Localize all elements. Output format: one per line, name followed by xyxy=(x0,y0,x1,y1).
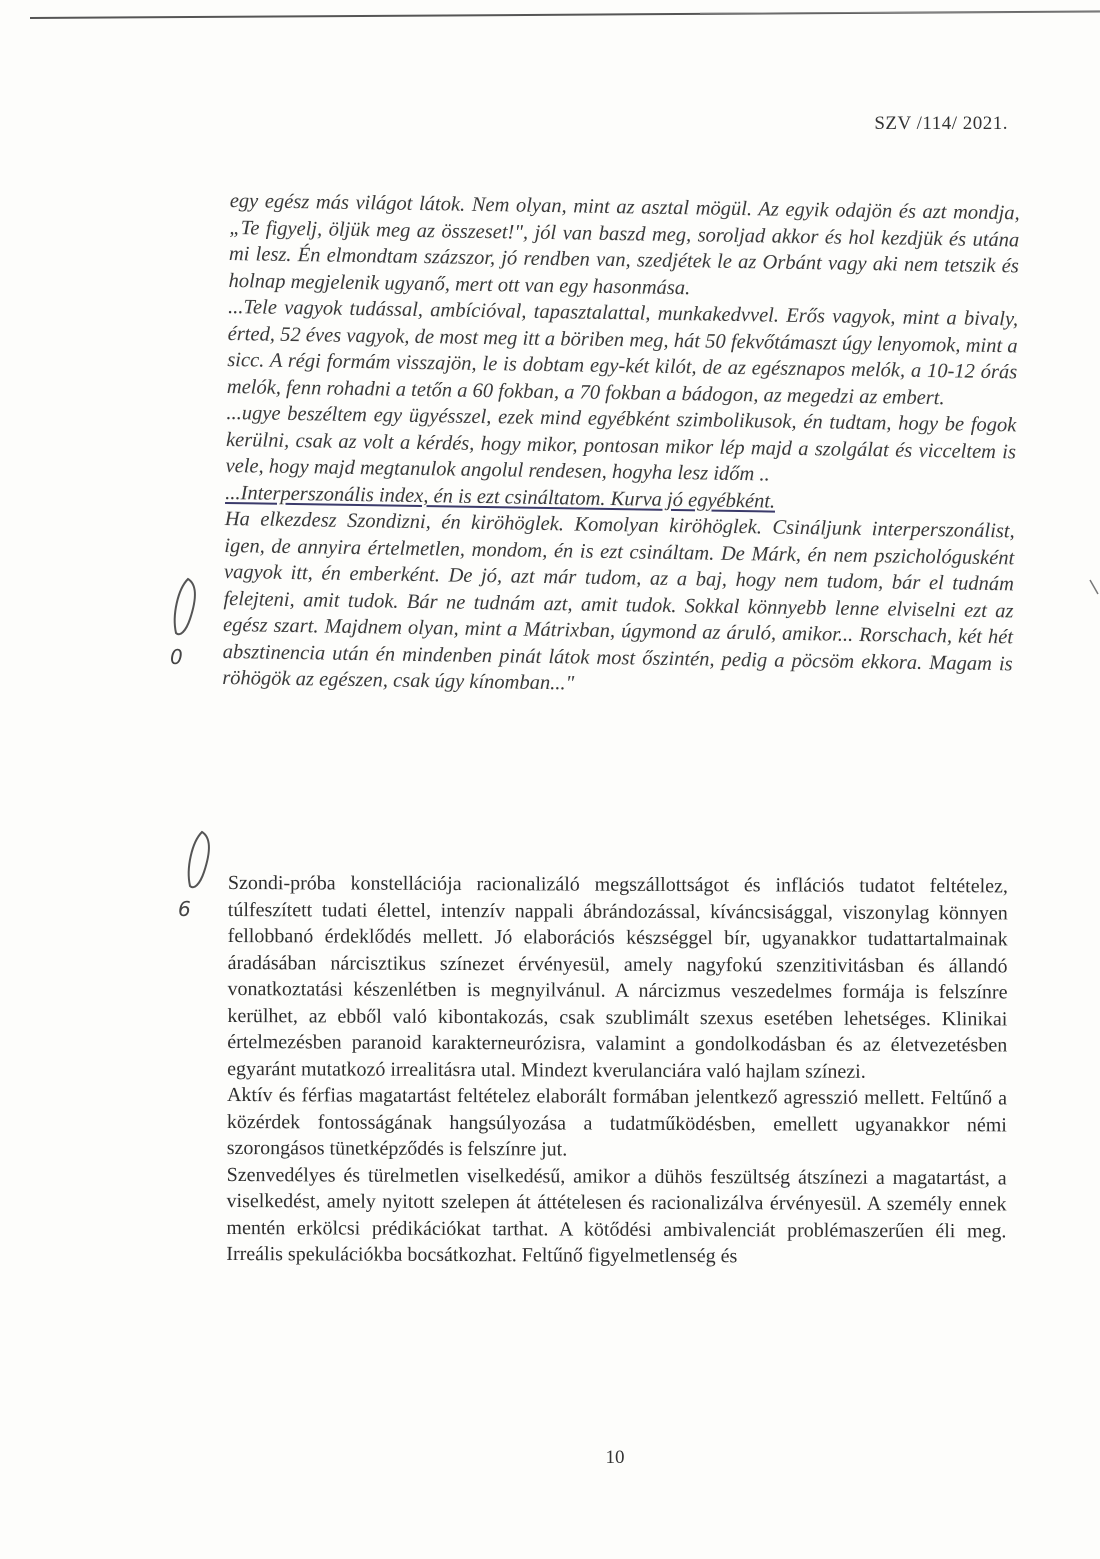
right-edge-tick xyxy=(1088,578,1100,598)
page-number: 10 xyxy=(605,1447,625,1468)
handwritten-slash-mark-1 xyxy=(168,575,204,640)
margin-note-second: 6 xyxy=(178,897,191,921)
quote-paragraph: egy egész más világot látok. Nem olyan, mint az asztal mögül. Az egyik odajön és azt mondja, „Te figyelj, öljük meg az összeset!", jól van baszd meg, soroljad akkor és hol kezdjük és utána mi lesz. Én elmondtam százszor, jó rendben van, szedjétek le az Orbánt vagy aki nem tetszik és holnap megjelenik ugyanő, mert ott van egy hasonmása. xyxy=(228,189,1020,299)
assessment-text xyxy=(226,870,1008,1271)
body-paragraph: Szenvedélyes és türelmetlen viselkedésű, amikor a dühös feszültség átszínezi a magatartást, a viselkedést, amely nyitott szelepen át áttételesen és racionalizálva érvényesül. A személy ennek mentén erkölcsi prédikációkat tarthat. A kötődési ambivalenciát problémaszerűen éli meg. Irreális spekulációkba bocsátkozhat. Feltűnő figyelmetlenség és xyxy=(226,1163,1007,1268)
quote-paragraph: Ha elkezdesz Szondizni, én kiröhöglek. Komolyan kiröhöglek. Csináljunk interperszonálist, igen, de annyira értelmetlen, mondom, én is ezt csináltam. De Márk, én nem pszichológusként vagyok itt, én emberként. De jó, azt már tudom, az a baj, hogy nem tudom, bár el tudnám felejteni, amit tudok. Bár ne tudnám azt, amit tudok. Sokkal könnyebb lenne elviselni ezt az egész szart. Majdnem olyan, mint a Mátrixban, úgymond az áruló, amikor... Rorschach, két hét absztinencia után én mindenben pinát látok most őszintén, pedig a pöcsöm ekkora. Magam is röhögök az egészen, csak úgy kínomban..." xyxy=(222,507,1015,695)
handwritten-slash-mark-2 xyxy=(180,828,216,893)
body-paragraph: Szondi-próba konstellációja racionalizáló megszállottságot és inflációs tudatot feltételez, túlfeszített tudati élettel, intenzív nappali ábrándozással, kíváncsisággal, viszonylag könnyen fellobbanó érdeklődés mellett. Jó elaborációs készséggel bír, ugyanakkor tudattartalmainak áradásában nárcisztikus színezet érvényesül, amely nagyfokú szenzitivitásban és állandó vonatkoztatási készenlétben is megnyilvánul. A nárcizmus veszedelmes formája is felszínre kerülhet, az ebből való kibontakozás, csak szublimált szexus esetében lehetséges. Klinikai értelmezésben paranoid karakterneurózisra, valamint a gondolkodásban és az életvezetésben egyaránt mutatkozó irrealitásra utal. Mindezt kverulanciára való hajlam színezi. xyxy=(227,872,1008,1083)
quoted-statement xyxy=(222,188,1020,704)
body-paragraph: Aktív és férfias magatartást feltételez elaborált formában jelentkező agresszió mellett. Feltűnő a közérdek fontosságának hangsúlyozása a tudatműködésben, emellett ugyanakkor némi szorongásos tünetképződés is felszínre jut. xyxy=(226,1083,1008,1161)
quote-paragraph-underlined: ...Interperszonális index, én is ezt csináltatom. Kurva jó egyébként. xyxy=(225,481,776,513)
quote-paragraph: ...Tele vagyok tudással, ambícióval, tapasztalattal, munkakedvvel. Erős vagyok, mint a bivaly, érted, 52 éves vagyok, de most meg itt a böriben meg, hát 50 fekvőtámaszt úgy lenyomok, mint a sicc. A régi formám visszajön, le is dobtam egy-két kilót, de az egésznapos melók, a 10-12 órás melók, fenn rohadni a tetőn a 60 fokban, a 70 fokban a bádogon, az megedzi az embert. xyxy=(226,295,1019,409)
margin-note-first: 0 xyxy=(170,645,183,669)
document-reference: SZV /114/ 2021. xyxy=(874,113,1008,134)
quote-paragraph: ...ugye beszéltem egy ügyésszel, ezek mind egyébként szimbolikusok, én tudtam, hogy be fogok kerülni, csak az volt a kérdés, hogy mikor, pontosan mikor lép majd a szolgálat és vicceltem is vele, hogy majd megtanulok angolul rendesen, hogyha lesz időm .. xyxy=(225,401,1017,486)
